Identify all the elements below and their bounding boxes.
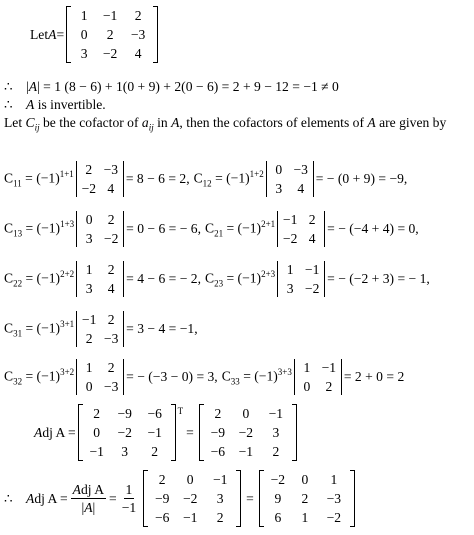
matrix-entry: 2 [216, 510, 224, 525]
matrix-entry: 1 [330, 472, 338, 487]
matrix-entry: 4 [134, 46, 142, 61]
matrix-entry: −1 [268, 406, 284, 421]
matrix-entry: −3 [103, 331, 119, 346]
matrix-entry: 2 [272, 444, 280, 459]
matrix-entry: −2 [182, 491, 198, 506]
minor-determinant [76, 210, 124, 248]
matrix-entry: −3 [103, 379, 119, 394]
let-text: Let [30, 26, 49, 42]
cofactor-c23 [205, 260, 430, 298]
matrix-entry: 0 [242, 406, 250, 421]
cofactor-c22 [4, 260, 201, 298]
matrix-entry: −1 [147, 425, 162, 440]
matrix-entry: −1 [238, 444, 254, 459]
matrix-entry: 2 [107, 360, 115, 375]
matrix-entry: 1 [301, 510, 309, 525]
matrix-entry: 2 [107, 212, 115, 227]
matrix-grid [148, 470, 236, 527]
matrix-entry: −3 [326, 491, 342, 506]
cofactor-row-4 [4, 310, 202, 348]
cofactor-row-3 [4, 260, 434, 298]
matrix-entry: 3 [275, 181, 283, 196]
matrix-grid [204, 404, 292, 461]
matrix-entry: 6 [274, 510, 282, 525]
determinant-grid [77, 160, 123, 198]
matrix-entry: −6 [147, 406, 162, 421]
matrix-entry: 4 [297, 181, 305, 196]
cofactor-c21 [205, 210, 419, 248]
matrix-entry: 3 [216, 491, 224, 506]
matrix-var: A [48, 26, 57, 42]
minor-determinant [294, 358, 342, 396]
cofactor-row-5 [4, 358, 408, 396]
equals-sign: = [56, 26, 65, 42]
matrix-entry: −1 [304, 262, 320, 277]
matrix-entry: −3 [130, 27, 146, 42]
cofactor-result: = 0 − 6 = − 6, [126, 221, 201, 236]
matrix-entry: −1 [212, 472, 228, 487]
matrix-entry: −2 [304, 281, 320, 296]
matrix-entry: −9 [210, 425, 226, 440]
cofactor-lhs: $C_{22} = (-1)^{2+2}$ [4, 269, 75, 289]
cofactor-result: = − (−2 + 3) = − 1, [327, 271, 430, 286]
matrix-entry: 2 [107, 262, 115, 277]
matrix-entry: 3 [286, 281, 294, 296]
matrix-entry: 2 [85, 162, 93, 177]
matrix-entry: 0 [186, 472, 194, 487]
matrix-entry: 1 [85, 360, 93, 375]
cofactor-c13 [4, 210, 201, 248]
cofactor-lhs: $C_{13} = (-1)^{1+3}$ [4, 219, 75, 239]
minor-determinant [76, 160, 124, 198]
matrix-entry: 2 [308, 212, 316, 227]
determinant-grid [77, 310, 123, 348]
matrix-entry: 0 [301, 472, 309, 487]
matrix-entry: −1 [89, 444, 104, 459]
cofactor-result: = − (−3 − 0) = 3, [126, 369, 218, 384]
matrix-entry: −2 [81, 181, 97, 196]
matrix-entry: −2 [326, 510, 342, 525]
matrix-entry: −2 [238, 425, 254, 440]
cofactor-lhs: $C_{21} = (-1)^{2+1}$ [205, 219, 276, 239]
fraction-adj-over-det: $\frac{\text{Adj A}}{|A|}$ [72, 482, 105, 515]
cofactor-result: = − (−4 + 4) = 0, [327, 221, 419, 236]
matrix-entry: 3 [80, 46, 88, 61]
minor-determinant [277, 210, 325, 248]
matrix-entry: −9 [117, 406, 132, 421]
cofactor-result: = − (0 + 9) = −9, [315, 171, 408, 186]
matrix-entry: −2 [102, 46, 118, 61]
determinant-grid [77, 260, 123, 298]
cofactor-matrix [78, 404, 176, 461]
matrix-entry: 0 [80, 27, 88, 42]
matrix-entry: 2 [301, 491, 309, 506]
matrix-grid [264, 470, 350, 527]
matrix-entry: 4 [107, 181, 115, 196]
minor-determinant [76, 358, 124, 396]
matrix-entry: −1 [321, 360, 337, 375]
matrix-entry: 3 [85, 231, 93, 246]
matrix-entry: 9 [274, 491, 282, 506]
adjoint-line: Adj A = 2 −9 −6 0 −2 −1 −1 3 2 T = 2 0 −1 −9 −2 3 −6 −1 2 [34, 404, 299, 461]
matrix-entry: 1 [85, 262, 93, 277]
determinant-grid [295, 358, 341, 396]
matrix-entry: 0 [275, 162, 283, 177]
matrix-entry: 1 [286, 262, 294, 277]
matrix-entry: −1 [81, 312, 97, 327]
matrix-entry: 2 [158, 472, 166, 487]
cofactor-c31 [4, 310, 198, 348]
matrix-entry: 2 [325, 379, 333, 394]
cofactor-row-2 [4, 210, 423, 248]
matrix-grid [71, 6, 153, 63]
matrix-entry: −2 [282, 231, 298, 246]
fraction-one-over-minus-one: $\frac{1}{-1}$ [121, 482, 137, 515]
inverse-adj-matrix [143, 470, 241, 527]
minor-determinant [277, 260, 325, 298]
cofactor-row-1 [4, 160, 411, 198]
cofactor-lhs: $C_{31} = (-1)^{3+1}$ [4, 319, 75, 339]
matrix-entry: 4 [308, 231, 316, 246]
matrix-entry: 2 [151, 444, 159, 459]
matrix-entry: 1 [80, 8, 88, 23]
matrix-entry: −1 [182, 510, 198, 525]
cofactor-lhs: $C_{12} = (-1)^{1+2}$ [193, 169, 264, 189]
minor-determinant [76, 310, 124, 348]
cofactor-lhs: $C_{23} = (-1)^{2+3}$ [205, 269, 276, 289]
matrix-entry: 2 [106, 27, 114, 42]
matrix-entry: −9 [154, 491, 170, 506]
matrix-entry: −2 [117, 425, 132, 440]
cofactor-result: = 2 + 0 = 2 [343, 369, 405, 384]
matrix-entry: 3 [85, 281, 93, 296]
matrix-grid [83, 404, 171, 461]
matrix-entry: 1 [303, 360, 311, 375]
cofactor-intro-paragraph: Let $C_{ij}$ be the cofactor of $a_{ij}$ in A, then the cofactors of elements of A are given by [4, 115, 447, 133]
cofactor-c33 [222, 358, 405, 396]
determinant-line: ∴ |A| = 1 (8 − 6) + 1(0 + 9) + 2(0 − 6) = 2 + 9 − 12 = −1 ≠ 0 [4, 79, 339, 94]
matrix-entry: 0 [85, 212, 93, 227]
matrix-entry: −2 [103, 231, 119, 246]
determinant-grid [278, 210, 324, 248]
invertible-line: ∴ A is invertible. [4, 97, 106, 112]
matrix-entry: 0 [85, 379, 93, 394]
cofactor-lhs: $C_{11} = (-1)^{1+1}$ [4, 169, 74, 189]
matrix-a [66, 6, 158, 63]
determinant-grid [77, 358, 123, 396]
matrix-entry: −6 [210, 444, 226, 459]
matrix-entry: −3 [293, 162, 308, 177]
matrix-entry: −3 [103, 162, 119, 177]
cofactor-result: = 3 − 4 = −1, [126, 321, 198, 336]
cofactor-result: = 8 − 6 = 2, [125, 171, 190, 186]
matrix-entry: 2 [107, 312, 115, 327]
cofactor-c11 [4, 160, 190, 198]
matrix-entry: −1 [102, 8, 118, 23]
minor-determinant [266, 160, 314, 198]
matrix-entry: 2 [134, 8, 142, 23]
matrix-entry: 2 [85, 331, 93, 346]
minor-determinant [76, 260, 124, 298]
matrix-entry: 2 [214, 406, 222, 421]
matrix-entry: −2 [270, 472, 286, 487]
matrix-entry: 0 [93, 425, 101, 440]
matrix-entry: 4 [107, 281, 115, 296]
cofactor-c12 [194, 160, 408, 198]
matrix-entry: 3 [121, 444, 129, 459]
cofactor-lhs: $C_{32} = (-1)^{3+2}$ [4, 367, 75, 387]
cofactor-result: = 4 − 6 = − 2, [126, 271, 201, 286]
matrix-entry: 2 [93, 406, 101, 421]
inverse-matrix [259, 470, 355, 527]
matrix-entry: 3 [272, 425, 280, 440]
matrix-entry: 0 [303, 379, 311, 394]
cofactor-c32 [4, 358, 218, 396]
determinant-grid [278, 260, 324, 298]
adjoint-matrix [199, 404, 297, 461]
matrix-entry: −1 [282, 212, 298, 227]
matrix-definition-line [30, 6, 160, 63]
cofactor-lhs: $C_{33} = (-1)^{3+3}$ [221, 367, 292, 387]
matrix-entry: −6 [154, 510, 170, 525]
inverse-line: ∴ Adj A = $\frac{\text{Adj A}}{|A|}$ = $\frac{1}{-1}$ 2 0 −1 −9 −2 3 −6 −1 2 = −2 0 1 9 2 −3 6 1 −2 [4, 470, 357, 527]
determinant-grid [267, 160, 313, 198]
determinant-grid [77, 210, 123, 248]
